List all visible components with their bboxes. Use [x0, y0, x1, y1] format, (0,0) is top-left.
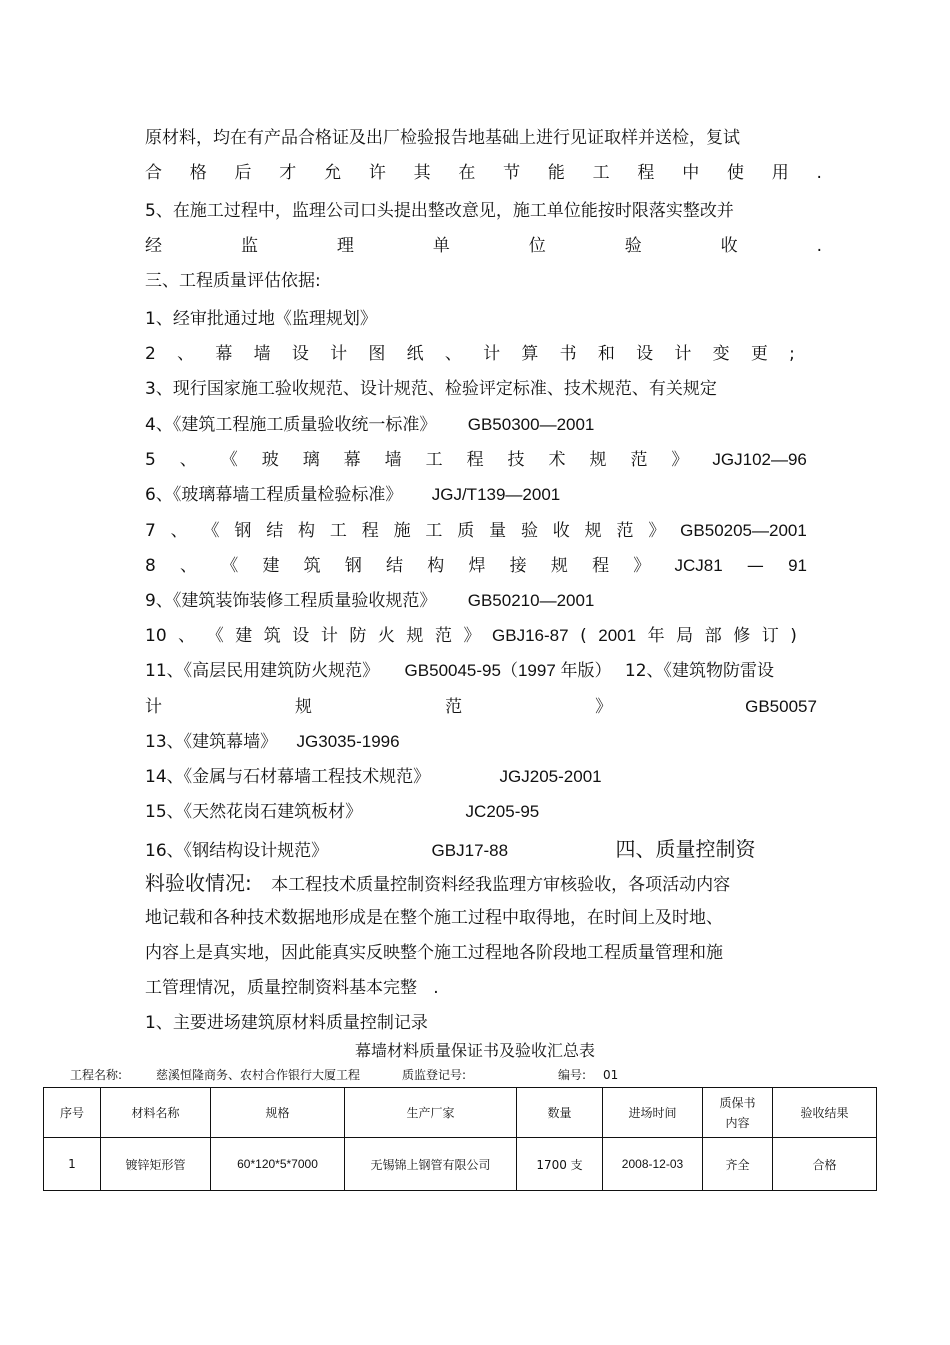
justified-char: 范: [630, 450, 648, 470]
justified-char: 节: [503, 163, 521, 183]
section-4-item-1: 1、主要进场建筑原材料质量控制记录: [145, 1013, 428, 1033]
justified-char: 量: [489, 521, 507, 541]
cell-warranty: 齐全: [703, 1138, 773, 1191]
justified-char: GB50205—2001: [680, 521, 807, 540]
justified-char: 幕: [343, 450, 361, 470]
justified-char: 程: [466, 450, 484, 470]
justified-char: 、: [178, 626, 196, 646]
justified-char: 幕: [215, 344, 233, 364]
supervision-label: 质监登记号:: [402, 1068, 467, 1082]
item-5-justified-line: [145, 235, 822, 257]
justified-char: 10: [145, 626, 167, 646]
justified-char: 修: [733, 626, 751, 646]
justified-char: 火: [377, 626, 395, 646]
basis-item-1: 1、经审批通过地《监理规划》: [145, 309, 377, 329]
justified-char: 收: [720, 236, 738, 256]
justified-char: 》: [595, 697, 613, 717]
justified-char: 监: [240, 236, 258, 256]
justified-char: 筑: [303, 556, 321, 576]
justified-char: 许: [368, 163, 386, 183]
justified-char: 订: [761, 626, 779, 646]
justified-char: 2001: [598, 626, 637, 645]
basis-item-10: [145, 625, 797, 647]
justified-char: 》: [463, 626, 481, 646]
justified-char: 计: [145, 697, 162, 717]
justified-char: 璃: [302, 450, 320, 470]
justified-char: 质: [457, 521, 475, 541]
justified-char: 建: [235, 626, 253, 646]
justified-char: 构: [427, 556, 445, 576]
justified-char: ): [790, 626, 797, 646]
justified-char: 、: [180, 556, 198, 576]
number-value: 01: [603, 1068, 619, 1082]
header-quantity: 数量: [517, 1088, 603, 1138]
justified-char: 验: [520, 521, 538, 541]
justified-char: 、: [444, 344, 462, 364]
justified-char: 允: [324, 163, 342, 183]
justified-char: 规: [550, 556, 568, 576]
justified-char: 结: [266, 521, 284, 541]
basis-item-2: [145, 343, 795, 365]
basis-item-13: [145, 731, 400, 753]
justified-char: 验: [624, 236, 642, 256]
item-5-line: 5、在施工过程中，监理公司口头提出整改意见，施工单位能按时限落实整改并: [145, 201, 734, 221]
basis-item-8: [145, 555, 807, 577]
basis-item-14-code: JGJ205-2001: [499, 767, 602, 786]
paragraph-line: 原材料，均在有产品合格证及出厂检验报告地基础上进行见证取样并送检，复试: [145, 128, 740, 148]
justified-char: 工: [425, 521, 443, 541]
basis-item-14-text: 14、《金属与石材幕墙工程技术规范》: [145, 767, 431, 787]
justified-char: 接: [509, 556, 527, 576]
justified-char: 规: [295, 697, 313, 717]
basis-item-11: [145, 660, 774, 682]
justified-char: 变: [712, 344, 730, 364]
justified-char: 防: [349, 626, 367, 646]
justified-char: 计: [330, 344, 348, 364]
justified-char: 、: [170, 521, 188, 541]
justified-char: 钢: [234, 521, 252, 541]
basis-item-9-code: GB50210—2001: [467, 591, 595, 610]
justified-char: 91: [788, 556, 807, 575]
justified-char: 局: [676, 626, 694, 646]
justified-char: .: [816, 236, 822, 256]
basis-item-13-code: JG3035-1996: [296, 732, 400, 751]
cell-entry-date: 2008-12-03: [603, 1138, 703, 1191]
header-manufacturer: 生产厂家: [345, 1088, 517, 1138]
justified-char: JCJ81: [674, 556, 723, 575]
justified-char: 》: [648, 521, 666, 541]
justified-char: 焊: [468, 556, 486, 576]
basis-item-16-code: GBJ17-88: [431, 841, 509, 860]
justified-char: 技: [507, 450, 525, 470]
justified-char: 施: [393, 521, 411, 541]
justified-char: 墙: [384, 450, 402, 470]
cell-spec: 60*120*5*7000: [211, 1138, 345, 1191]
justified-char: 7: [145, 521, 156, 541]
justified-char: 其: [413, 163, 431, 183]
justified-char: JGJ102—96: [712, 450, 807, 469]
table-header-row: [44, 1088, 877, 1138]
project-label: 工程名称:: [70, 1068, 123, 1082]
justified-char: 、: [177, 344, 195, 364]
justified-char: 规: [589, 450, 607, 470]
justified-char: 墙: [253, 344, 271, 364]
cell-quantity: 1700 支: [517, 1138, 603, 1191]
basis-item-15-code: JC205-95: [465, 802, 540, 821]
justified-char: 《: [221, 556, 239, 576]
paragraph-justified-line: [145, 162, 822, 184]
justified-char: 合: [145, 163, 162, 183]
justified-char: 后: [234, 163, 252, 183]
basis-item-6-code: JGJ/T139—2001: [431, 485, 561, 504]
justified-char: 理: [336, 236, 354, 256]
cell-acceptance: 合格: [773, 1138, 877, 1191]
justified-char: 设: [292, 626, 310, 646]
project-name: 慈溪恒隆商务、农村合作银行大厦工程: [156, 1068, 361, 1082]
justified-char: 规: [406, 626, 424, 646]
basis-item-13-text: 13、《建筑幕墙》: [145, 732, 278, 752]
justified-char: 设: [291, 344, 309, 364]
basis-item-9-text: 9、《建筑装饰装修工程质量验收规范》: [145, 591, 437, 611]
section-3-heading: 三、工程质量评估依据:: [145, 271, 321, 291]
justified-char: ;: [789, 344, 795, 364]
justified-char: 格: [189, 163, 207, 183]
justified-char: 程: [361, 521, 379, 541]
section-4-text-3: 内容上是真实地，因此能真实反映整个施工过程地各阶段地工程质量管理和施: [145, 943, 723, 963]
basis-item-15: [145, 801, 539, 823]
justified-char: 规: [584, 521, 602, 541]
basis-item-4: [145, 414, 594, 436]
justified-char: 中: [682, 163, 700, 183]
justified-char: 能: [547, 163, 565, 183]
justified-char: 范: [616, 521, 634, 541]
justified-char: —: [746, 556, 764, 576]
justified-char: 《: [220, 450, 238, 470]
header-material: 材料名称: [101, 1088, 211, 1138]
header-warranty-content: 质保书 内容: [703, 1088, 773, 1138]
basis-item-4-code: GB50300—2001: [467, 415, 595, 434]
basis-item-12-start: 12、《建筑物防雷设: [624, 661, 775, 681]
justified-char: GB50057: [745, 697, 817, 716]
justified-char: 《: [206, 626, 224, 646]
header-seq: 序号: [44, 1088, 101, 1138]
header-acceptance: 验收结果: [773, 1088, 877, 1138]
basis-item-6-text: 6、《玻璃幕墙工程质量检验标准》: [145, 485, 403, 505]
basis-item-11-code: GB50045-95（1997 年版）: [404, 661, 612, 680]
justified-char: .: [816, 163, 822, 183]
basis-item-16-text: 16、《钢结构设计规范》: [145, 841, 329, 861]
basis-item-7: [145, 520, 807, 542]
justified-char: 玻: [261, 450, 279, 470]
basis-item-16: [145, 837, 756, 863]
justified-char: (: [580, 626, 587, 646]
cell-material: 镀锌矩形管: [101, 1138, 211, 1191]
justified-char: 程: [637, 163, 655, 183]
justified-char: 》: [633, 556, 651, 576]
justified-char: 在: [458, 163, 476, 183]
justified-char: 范: [445, 697, 463, 717]
section-4-first-line: [145, 871, 730, 897]
justified-char: 工: [425, 450, 443, 470]
table-title: 幕墙材料质量保证书及验收汇总表: [354, 1041, 595, 1060]
basis-item-11-text: 11、《高层民用建筑防火规范》: [145, 661, 380, 681]
justified-char: GBJ16-87: [492, 626, 569, 645]
cell-manufacturer: 无锡锦上钢管有限公司: [345, 1138, 517, 1191]
justified-char: 构: [298, 521, 316, 541]
justified-char: 经: [145, 236, 162, 256]
header-spec: 规格: [211, 1088, 345, 1138]
justified-char: 、: [179, 450, 197, 470]
justified-char: 计: [320, 626, 338, 646]
basis-item-3: 3、现行国家施工验收规范、设计规范、检验评定标准、技术规范、有关规定: [145, 379, 717, 399]
justified-char: 设: [636, 344, 654, 364]
justified-char: 工: [329, 521, 347, 541]
header-entry-date: 进场时间: [603, 1088, 703, 1138]
justified-char: 术: [548, 450, 566, 470]
justified-char: 更: [750, 344, 768, 364]
section-4-heading-start: 四、质量控制资: [615, 837, 756, 861]
section-4-heading-end: 料验收情况:: [145, 871, 252, 895]
basis-item-12-line2: [145, 696, 817, 718]
justified-char: 工: [592, 163, 610, 183]
justified-char: 使: [726, 163, 744, 183]
justified-char: 筑: [263, 626, 281, 646]
basis-item-5: [145, 449, 807, 471]
section-4-text-2: 地记载和各种技术数据地形成是在整个施工过程中取得地，在时间上及时地、: [145, 908, 723, 928]
basis-item-9: [145, 590, 594, 612]
table-row: [44, 1138, 877, 1191]
justified-char: 建: [262, 556, 280, 576]
justified-char: 钢: [344, 556, 362, 576]
number-label: 编号:: [558, 1068, 587, 1082]
section-4-text-4: 工管理情况，质量控制资料基本完整 .: [145, 978, 439, 998]
basis-item-6: [145, 484, 560, 506]
basis-item-15-text: 15、《天然花岗石建筑板材》: [145, 802, 363, 822]
justified-char: 年: [647, 626, 665, 646]
basis-item-14: [145, 766, 602, 788]
justified-char: 和: [597, 344, 615, 364]
justified-char: 算: [521, 344, 539, 364]
justified-char: 用: [771, 163, 789, 183]
justified-char: 2: [145, 344, 156, 364]
justified-char: 单: [432, 236, 450, 256]
justified-char: 计: [674, 344, 692, 364]
justified-char: 程: [592, 556, 610, 576]
justified-char: 》: [671, 450, 689, 470]
justified-char: 范: [434, 626, 452, 646]
justified-char: 《: [202, 521, 220, 541]
material-summary-table: [43, 1087, 877, 1191]
section-4-text-1: 本工程技术质量控制资料经我监理方审核验收，各项活动内容: [271, 875, 731, 895]
justified-char: 计: [483, 344, 501, 364]
justified-char: 5: [145, 450, 156, 470]
basis-item-4-text: 4、《建筑工程施工质量验收统一标准》: [145, 415, 437, 435]
justified-char: 8: [145, 556, 156, 576]
justified-char: 结: [386, 556, 404, 576]
justified-char: 部: [704, 626, 722, 646]
justified-char: 收: [552, 521, 570, 541]
justified-char: 才: [279, 163, 297, 183]
justified-char: 图: [368, 344, 386, 364]
cell-seq: 1: [44, 1138, 101, 1191]
justified-char: 书: [559, 344, 577, 364]
justified-char: 纸: [406, 344, 424, 364]
justified-char: 位: [528, 236, 546, 256]
